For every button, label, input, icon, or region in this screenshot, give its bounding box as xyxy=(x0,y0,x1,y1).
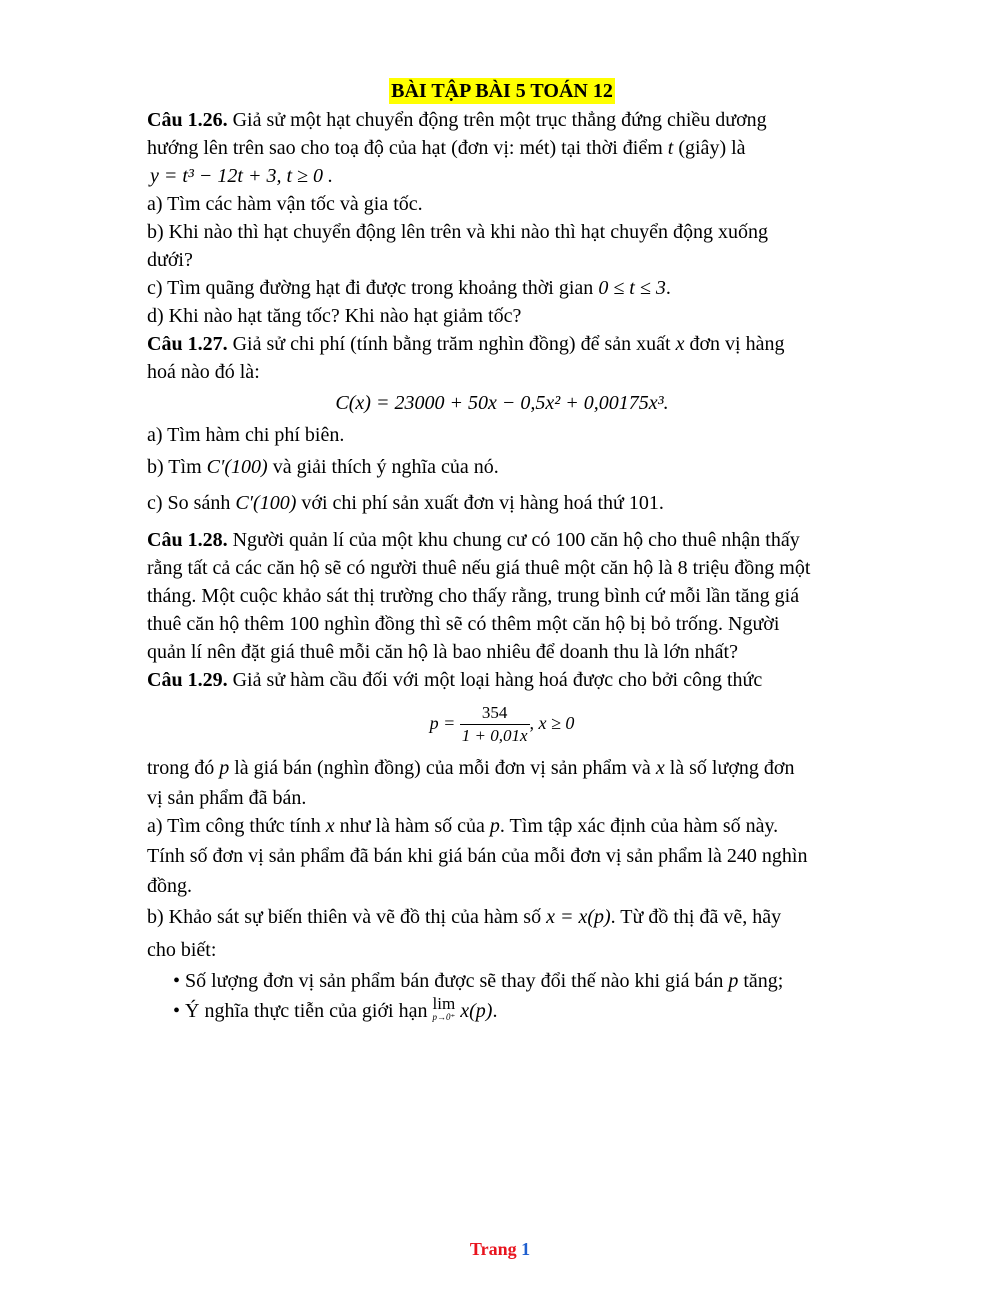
q29-bullet-1: • Số lượng đơn vị sản phẩm bán được sẽ thay đổi thế nào khi giá bán p tăng; xyxy=(173,970,784,992)
q29-bullet-2: • Ý nghĩa thực tiễn của giới hạn lim p→0⁺ x(p). xyxy=(173,994,498,1022)
limit-expression: lim p→0⁺ xyxy=(432,994,456,1022)
q26-part-a: a) Tìm các hàm vận tốc và gia tốc. xyxy=(147,193,423,215)
q27-part-b: b) Tìm C′(100) và giải thích ý nghĩa của nó. xyxy=(147,456,499,478)
footer-label: Trang xyxy=(469,1239,517,1259)
q26-line-2: hướng lên trên sao cho toạ độ của hạt (đơn vị: mét) tại thời điểm t (giây) là xyxy=(147,137,746,159)
q28-line-1: Câu 1.28. Người quản lí của một khu chung cư có 100 căn hộ cho thuê nhận thấy xyxy=(147,529,800,551)
q27-line-1: Câu 1.27. Giả sử chi phí (tính bằng trăm nghìn đồng) để sản xuất x đơn vị hàng xyxy=(147,333,785,355)
q28-line-2: rằng tất cả các căn hộ sẽ có người thuê nếu giá thuê một căn hộ là 8 triệu đồng một xyxy=(147,557,811,579)
q27-line-2: hoá nào đó là: xyxy=(147,361,260,383)
q26-equation: y = t³ − 12t + 3, t ≥ 0 . xyxy=(150,165,334,187)
q26-part-c: c) Tìm quãng đường hạt đi được trong khoảng thời gian 0 ≤ t ≤ 3. xyxy=(147,277,671,299)
q26-part-b-2: dưới? xyxy=(147,249,193,271)
q28-line-5: quản lí nên đặt giá thuê mỗi căn hộ là bao nhiêu để doanh thu là lớn nhất? xyxy=(147,641,738,663)
q28-label: Câu 1.28. xyxy=(147,529,228,551)
q29-part-a-3: đồng. xyxy=(147,875,192,897)
q27-formula: C(x) = 23000 + 50x − 0,5x² + 0,00175x³. xyxy=(335,392,669,414)
page-number: 1 xyxy=(521,1239,531,1259)
q26-line-1: Câu 1.26. Giả sử một hạt chuyển động trên một trục thẳng đứng chiều dương xyxy=(147,109,767,131)
q29-text-1: trong đó p là giá bán (nghìn đồng) của mỗi đơn vị sản phẩm và x là số lượng đơn xyxy=(147,757,795,779)
page-footer xyxy=(0,1239,1000,1260)
q28-line-4: thuê căn hộ thêm 100 nghìn đồng thì sẽ có thêm một căn hộ bị bỏ trống. Người xyxy=(147,613,780,635)
document-page xyxy=(147,78,857,1026)
q29-text-2: vị sản phẩm đã bán. xyxy=(147,787,307,809)
q29-formula: p = $\frac{354}{1 + 0,01x}$ , x ≥ 0 xyxy=(429,703,575,746)
q29-part-a-2: Tính số đơn vị sản phẩm đã bán khi giá bán của mỗi đơn vị sản phẩm là 240 nghìn xyxy=(147,845,808,867)
q29-line-1: Câu 1.29. Giả sử hàm cầu đối với một loại hàng hoá được cho bởi công thức xyxy=(147,669,763,691)
q27-part-c: c) So sánh C′(100) với chi phí sản xuất đơn vị hàng hoá thứ 101. xyxy=(147,492,664,514)
q27-label: Câu 1.27. xyxy=(147,333,228,355)
q29-part-b-2: cho biết: xyxy=(147,939,217,961)
q29-part-b-1: b) Khảo sát sự biến thiên và vẽ đồ thị của hàm số x = x(p). Từ đồ thị đã vẽ, hãy xyxy=(147,906,782,928)
q27-part-a: a) Tìm hàm chi phí biên. xyxy=(147,424,345,446)
q29-fraction: $\frac{354}{1 + 0,01x}$ xyxy=(461,703,528,746)
q26-part-b-1: b) Khi nào thì hạt chuyển động lên trên và khi nào thì hạt chuyển động xuống xyxy=(147,221,768,243)
q26-part-d: d) Khi nào hạt tăng tốc? Khi nào hạt giảm tốc? xyxy=(147,305,522,327)
q29-part-a-1: a) Tìm công thức tính x như là hàm số của p. Tìm tập xác định của hàm số này. xyxy=(147,815,779,837)
page-title: BÀI TẬP BÀI 5 TOÁN 12 xyxy=(391,80,613,102)
q28-line-3: tháng. Một cuộc khảo sát thị trường cho thấy rằng, trung bình cứ mỗi lần tăng giá xyxy=(147,585,800,607)
q26-label: Câu 1.26. xyxy=(147,109,228,131)
q29-label: Câu 1.29. xyxy=(147,669,228,691)
